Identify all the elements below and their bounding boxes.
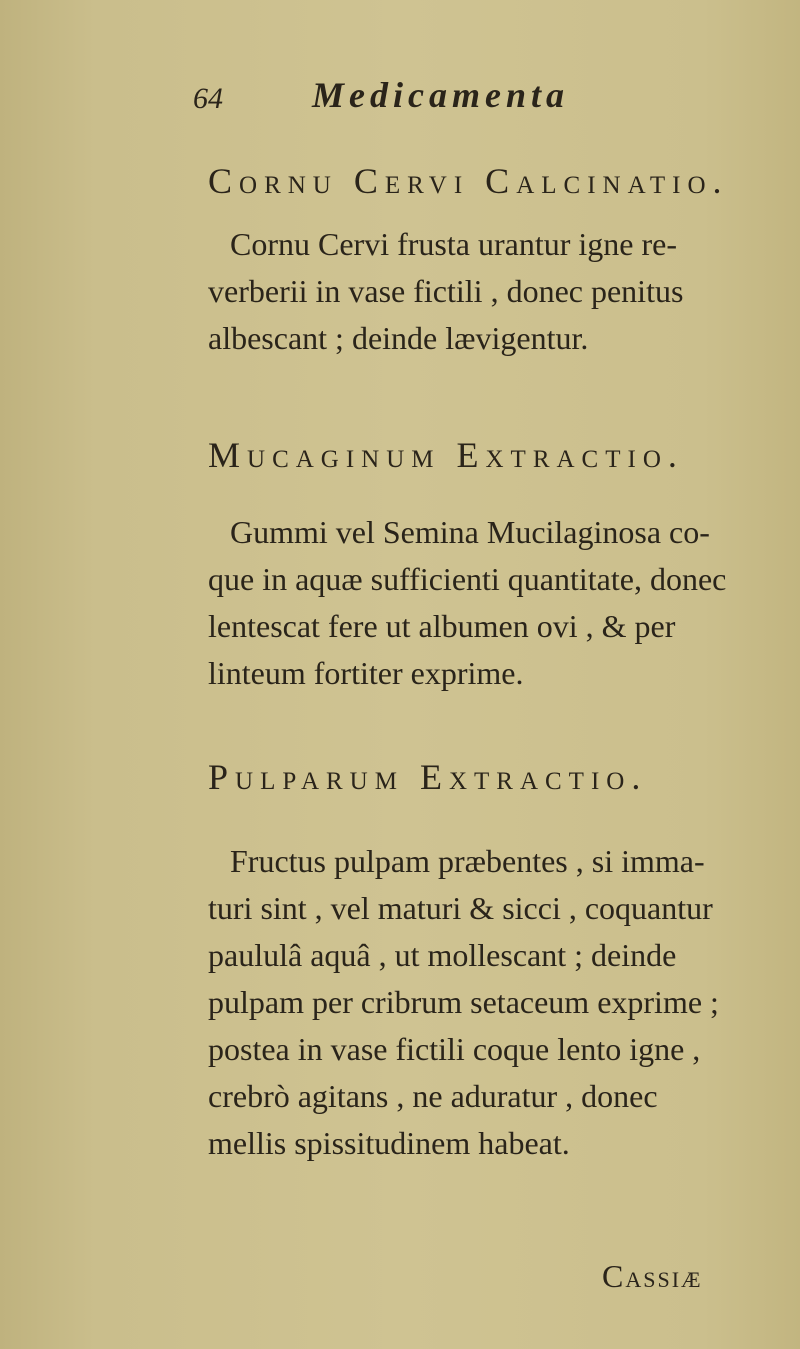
section-heading-mucaginum: Mucaginum Extractio. bbox=[208, 435, 684, 475]
text-line: lentescat fere ut albumen ovi , & per bbox=[208, 608, 676, 644]
text-line: mellis spissitudinem habeat. bbox=[208, 1125, 570, 1161]
text-line: que in aquæ sufficienti quantitate, donec bbox=[208, 561, 727, 597]
text-line: postea in vase fictili coque lento igne , bbox=[208, 1031, 701, 1067]
text-line: paululâ aquâ , ut mollescant ; deinde bbox=[208, 937, 677, 973]
text-line: verberii in vase fictili , donec penitus bbox=[208, 273, 684, 309]
text-line: albescant ; deinde lævigentur. bbox=[208, 320, 589, 356]
text-line: crebrò agitans , ne aduratur , donec bbox=[208, 1078, 658, 1114]
running-head-title: Medicamenta bbox=[312, 75, 569, 115]
page-number: 64 bbox=[193, 82, 223, 115]
text-line: Fructus pulpam præbentes , si imma- bbox=[230, 843, 705, 879]
text-line: pulpam per cribrum setaceum exprime ; bbox=[208, 984, 719, 1020]
text-line: linteum fortiter exprime. bbox=[208, 655, 524, 691]
running-head bbox=[193, 72, 633, 122]
catchword: Cassiæ bbox=[602, 1258, 703, 1294]
text-line: turi sint , vel maturi & sicci , coquantur bbox=[208, 890, 713, 926]
section-heading-cornu-cervi: Cornu Cervi Calcinatio. bbox=[208, 161, 729, 201]
paragraph-mucaginum bbox=[208, 509, 768, 697]
text-line: Cornu Cervi frusta urantur igne re- bbox=[230, 226, 677, 262]
section-heading-pulparum: Pulparum Extractio. bbox=[208, 757, 648, 797]
paragraph-cornu-cervi bbox=[208, 221, 768, 362]
text-line: Gummi vel Semina Mucilaginosa co- bbox=[230, 514, 710, 550]
paragraph-pulparum bbox=[208, 838, 768, 1167]
